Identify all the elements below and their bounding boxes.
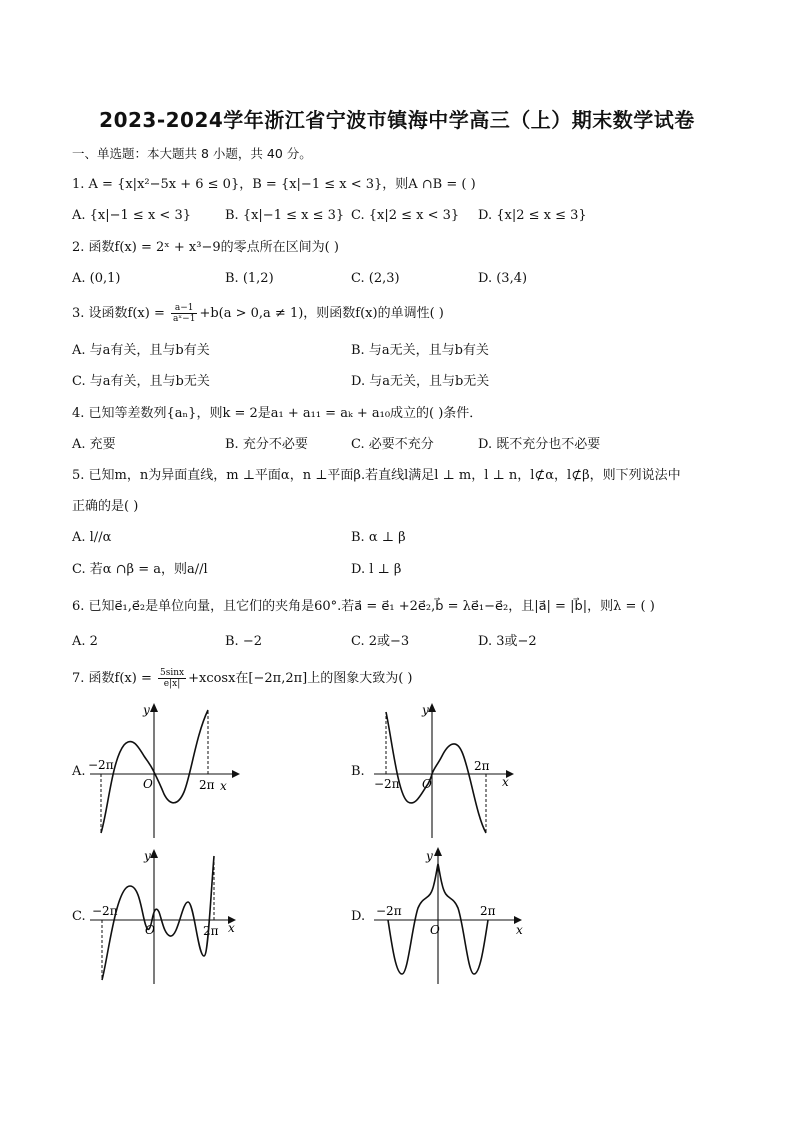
q7-graph-a: [86, 700, 246, 842]
q3-fraction-denominator: aˣ−1: [172, 314, 196, 324]
tick-neg-2pi: −2π: [88, 758, 114, 772]
q4-option-c: C. 必要不充分: [351, 437, 434, 452]
q7-graph-d: [370, 846, 530, 988]
origin-label: O: [143, 777, 153, 791]
y-axis-arrow: [150, 849, 158, 858]
q4-option-b: B. 充分不必要: [225, 437, 308, 452]
tick-pos-2pi: 2π: [474, 759, 490, 773]
x-axis-label: x: [220, 779, 227, 793]
q7-option-c-label: C.: [72, 909, 86, 924]
q2-option-d: D. (3,4): [478, 271, 528, 286]
y-axis-arrow: [150, 703, 158, 712]
question-7-stem: [72, 668, 413, 689]
q3-stem-start: 3. 设函数f(x) =: [72, 306, 169, 321]
q5-option-d: D. l ⊥ β: [351, 562, 402, 577]
q4-option-a: A. 充要: [72, 437, 116, 452]
x-axis-label: x: [228, 921, 235, 935]
q6-option-a: A. 2: [72, 634, 98, 649]
question-5-stem-line-1: 5. 已知m，n为异面直线，m ⊥平面α，n ⊥平面β.若直线l满足l ⊥ m，l ⊥ n，l⊄α，l⊄β，则下列说法中: [72, 468, 681, 483]
q5-option-a: A. l//α: [72, 530, 112, 545]
origin-label: O: [430, 923, 440, 937]
q3-fraction: [171, 303, 197, 324]
q7-fraction: [158, 668, 186, 689]
q7-stem-end: +xcosx在[−2π,2π]上的图象大致为( ): [188, 671, 413, 686]
question-6-stem: 6. 已知e⃗₁,e⃗₂是单位向量，且它们的夹角是60°.若a⃗ = e⃗₁ +2e⃗₂,b⃗ = λe⃗₁−e⃗₂，且|a⃗| = |b⃗|，则λ = ( ): [72, 599, 655, 614]
tick-neg-2pi: −2π: [92, 904, 118, 918]
y-axis-label: y: [143, 703, 150, 717]
q5-option-c: C. 若α ∩β = a，则a//l: [72, 562, 208, 577]
q7-stem-start: 7. 函数f(x) =: [72, 671, 156, 686]
y-axis-arrow: [428, 703, 436, 712]
q6-option-b: B. −2: [225, 634, 262, 649]
tick-neg-2pi: −2π: [374, 777, 400, 791]
question-2-stem: 2. 函数f(x) = 2ˣ + x³−9的零点所在区间为( ): [72, 240, 339, 255]
question-5-stem-line-2: 正确的是( ): [72, 499, 139, 514]
y-axis-label: y: [422, 703, 429, 717]
tick-pos-2pi: 2π: [203, 924, 219, 938]
question-1-stem: 1. A = {x|x²−5x + 6 ≤ 0}，B = {x|−1 ≤ x < 3}，则A ∩B = ( ): [72, 177, 476, 192]
origin-label: O: [422, 777, 432, 791]
x-axis-arrow: [232, 770, 240, 778]
q2-option-a: A. (0,1): [72, 271, 121, 286]
q7-fraction-denominator: e|x|: [163, 679, 181, 689]
q2-option-c: C. (2,3): [351, 271, 400, 286]
q7-option-b-label: B.: [351, 764, 365, 779]
question-4-stem: 4. 已知等差数列{aₙ}，则k = 2是a₁ + a₁₁ = aₖ + a₁₀成立的( )条件．: [72, 406, 483, 421]
q7-option-a-label: A.: [72, 764, 86, 779]
tick-pos-2pi: 2π: [480, 904, 496, 918]
x-axis-label: x: [516, 923, 523, 937]
curve: [386, 712, 486, 833]
q6-option-c: C. 2或−3: [351, 634, 410, 649]
q7-fraction-numerator: 5sinx: [159, 668, 185, 678]
q3-fraction-numerator: a−1: [171, 303, 197, 314]
q1-option-c: C. {x|2 ≤ x < 3}: [351, 208, 460, 223]
question-3-stem: [72, 303, 444, 324]
q1-option-b: B. {x|−1 ≤ x ≤ 3}: [225, 208, 345, 223]
y-axis-label: y: [426, 849, 433, 863]
y-axis-label: y: [144, 849, 151, 863]
section-heading: 一、单选题：本大题共 8 小题，共 40 分。: [72, 146, 312, 161]
page-title: 2023-2024学年浙江省宁波市镇海中学高三（上）期末数学试卷: [99, 108, 695, 132]
q3-option-b: B. 与a无关，且与b有关: [351, 343, 489, 358]
q2-option-b: B. (1,2): [225, 271, 274, 286]
x-axis-label: x: [502, 775, 509, 789]
q6-option-d: D. 3或−2: [478, 634, 537, 649]
origin-label: O: [145, 923, 155, 937]
q3-option-c: C. 与a有关，且与b无关: [72, 374, 210, 389]
q1-option-a: A. {x|−1 ≤ x < 3}: [72, 208, 191, 223]
q7-graph-b: [370, 700, 520, 842]
q7-graph-c: [86, 846, 246, 988]
q3-option-d: D. 与a无关，且与b无关: [351, 374, 490, 389]
y-axis-arrow: [434, 847, 442, 856]
q5-option-b: B. α ⊥ β: [351, 530, 406, 545]
q3-stem-end: +b(a > 0,a ≠ 1)，则函数f(x)的单调性( ): [199, 306, 444, 321]
q4-option-d: D. 既不充分也不必要: [478, 437, 601, 452]
tick-pos-2pi: 2π: [199, 778, 215, 792]
tick-neg-2pi: −2π: [376, 904, 402, 918]
q7-option-d-label: D.: [351, 909, 366, 924]
q1-option-d: D. {x|2 ≤ x ≤ 3}: [478, 208, 587, 223]
curve: [102, 856, 214, 980]
q3-option-a: A. 与a有关，且与b有关: [72, 343, 210, 358]
